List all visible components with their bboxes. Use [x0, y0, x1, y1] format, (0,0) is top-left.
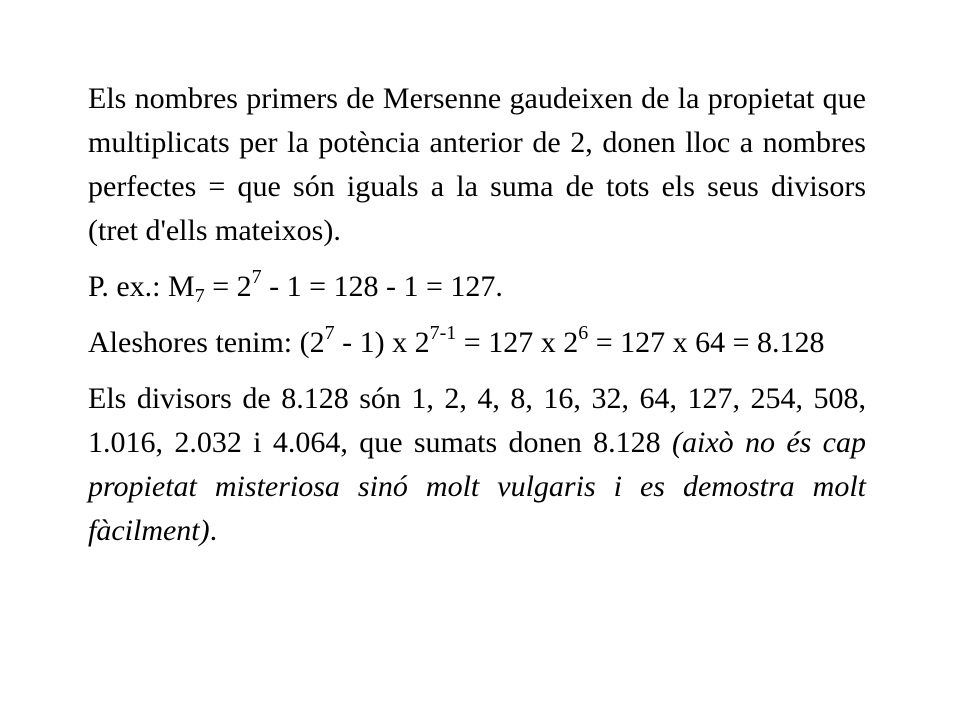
paragraph-mersenne-property: Els nombres primers de Mersenne gaudeixen de la propietat que multiplicats per la potència anterior de 2, donen lloc a nombres perfectes = que són iguals a la suma de tots els seus divisors (tret d'ells mateixos). — [88, 82, 866, 247]
paragraph-divisors — [88, 377, 866, 553]
calc-exp-3: 6 — [578, 322, 589, 344]
slide-body — [88, 77, 866, 553]
paragraph-example — [88, 265, 866, 309]
calc-exp-2: 7-1 — [429, 322, 457, 344]
divisors-end: . — [209, 514, 218, 547]
example-prefix: P. ex.: M — [88, 270, 195, 303]
divisors-note: (això no és cap propietat misteriosa sinó molt vulgaris i es demostra molt fàcilment) — [88, 426, 866, 547]
calc-text-1: Aleshores tenim: (2 — [88, 326, 325, 359]
calc-text-3: = 127 x 2 — [456, 326, 579, 359]
paragraph-calculation — [88, 321, 866, 365]
calc-exp-1: 7 — [324, 322, 335, 344]
m-subscript: 7 — [194, 285, 205, 307]
exponent: 7 — [251, 266, 262, 288]
example-eq: = 2 — [204, 270, 252, 303]
divisors-text: Els divisors de 8.128 són 1, 2, 4, 8, 16, 32, 64, 127, 254, 508, 1.016, 2.032 i 4.064, que sumats donen 8.128 — [88, 382, 866, 459]
calc-text-2: - 1) x 2 — [334, 326, 430, 359]
calc-text-4: = 127 x 64 = 8.128 — [588, 326, 825, 359]
example-rest: - 1 = 128 - 1 = 127. — [261, 270, 503, 303]
